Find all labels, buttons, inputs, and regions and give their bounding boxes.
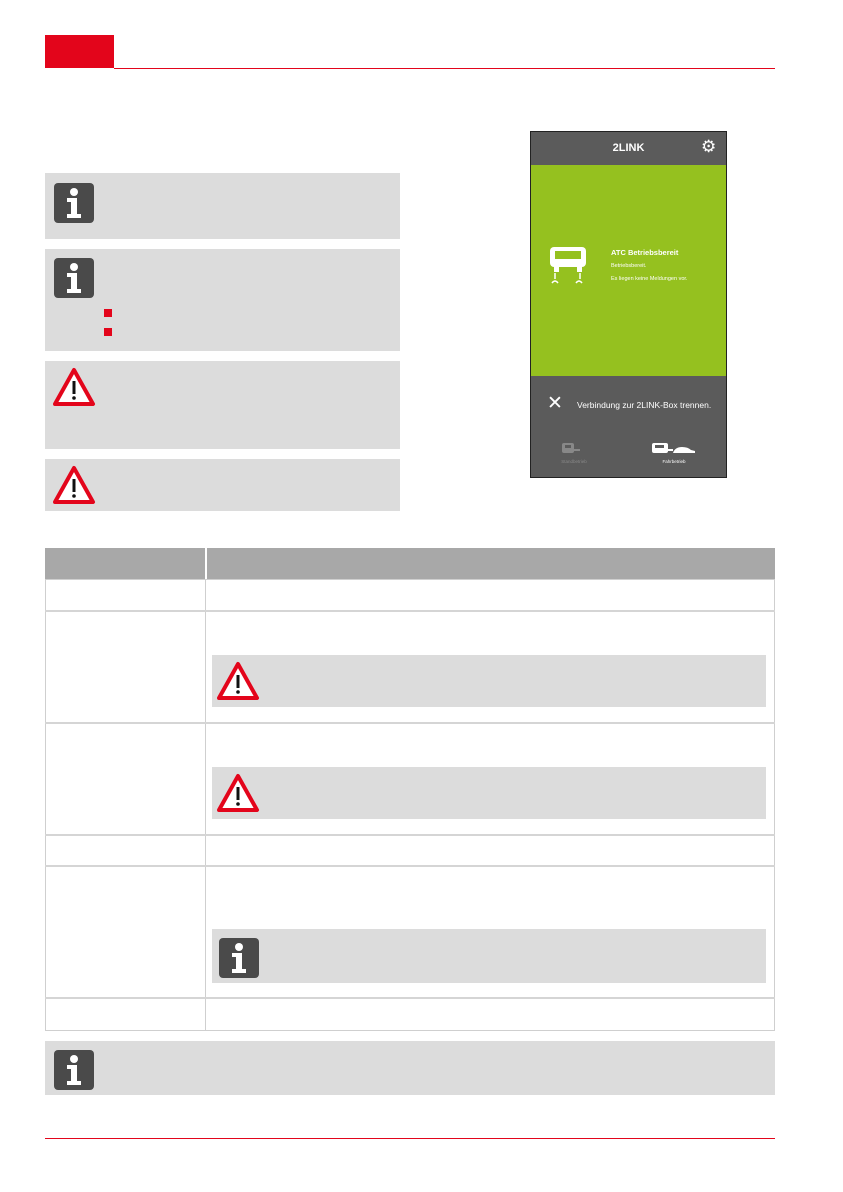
mode-standby-label: Standbetrieb bbox=[561, 459, 587, 464]
standby-mode-icon[interactable] bbox=[561, 442, 583, 456]
mode-driving-label: Fahrbetrieb bbox=[662, 459, 686, 464]
disconnect-label[interactable]: Verbindung zur 2LINK-Box trennen. bbox=[577, 400, 712, 410]
app-title: 2LINK bbox=[612, 142, 645, 154]
table-row-divider bbox=[45, 722, 775, 724]
table-warning-note bbox=[212, 655, 766, 707]
info-note-bottom bbox=[45, 1041, 775, 1095]
driving-mode-icon[interactable] bbox=[651, 442, 697, 456]
table-row-divider bbox=[45, 610, 775, 612]
section-tab bbox=[45, 35, 114, 68]
status-title: ATC Betriebsbereit bbox=[611, 248, 679, 257]
gear-icon[interactable]: ⚙ bbox=[701, 137, 717, 156]
app-screenshot bbox=[530, 131, 727, 478]
warning-note-2 bbox=[45, 459, 400, 511]
warning-icon bbox=[52, 367, 96, 412]
info-icon bbox=[54, 1050, 94, 1090]
warning-icon bbox=[216, 773, 260, 818]
info-icon bbox=[54, 183, 94, 223]
close-icon[interactable]: ✕ bbox=[547, 393, 563, 414]
footer-rule bbox=[45, 1138, 775, 1139]
table-header-divider bbox=[205, 548, 207, 579]
warning-note-1 bbox=[45, 361, 400, 449]
status-text: Betriebsbereit. bbox=[611, 263, 647, 269]
table-column-divider bbox=[205, 579, 206, 1031]
warning-icon bbox=[52, 465, 96, 510]
table-row-divider bbox=[45, 834, 775, 836]
warning-icon bbox=[216, 661, 260, 706]
caravan-icon bbox=[546, 245, 592, 287]
header-rule bbox=[114, 68, 775, 69]
info-note-1 bbox=[45, 173, 400, 239]
table-warning-note bbox=[212, 767, 766, 819]
table-header bbox=[45, 548, 775, 579]
table-row-divider bbox=[45, 997, 775, 999]
table-row-divider bbox=[45, 865, 775, 867]
info-note-2 bbox=[45, 249, 400, 351]
status-text: Es liegen keine Meldungen vor. bbox=[611, 276, 688, 282]
status-panel bbox=[531, 165, 726, 376]
info-icon bbox=[219, 938, 259, 978]
info-icon bbox=[54, 258, 94, 298]
list-bullet bbox=[104, 328, 112, 336]
table-info-note bbox=[212, 929, 766, 983]
list-bullet bbox=[104, 309, 112, 317]
